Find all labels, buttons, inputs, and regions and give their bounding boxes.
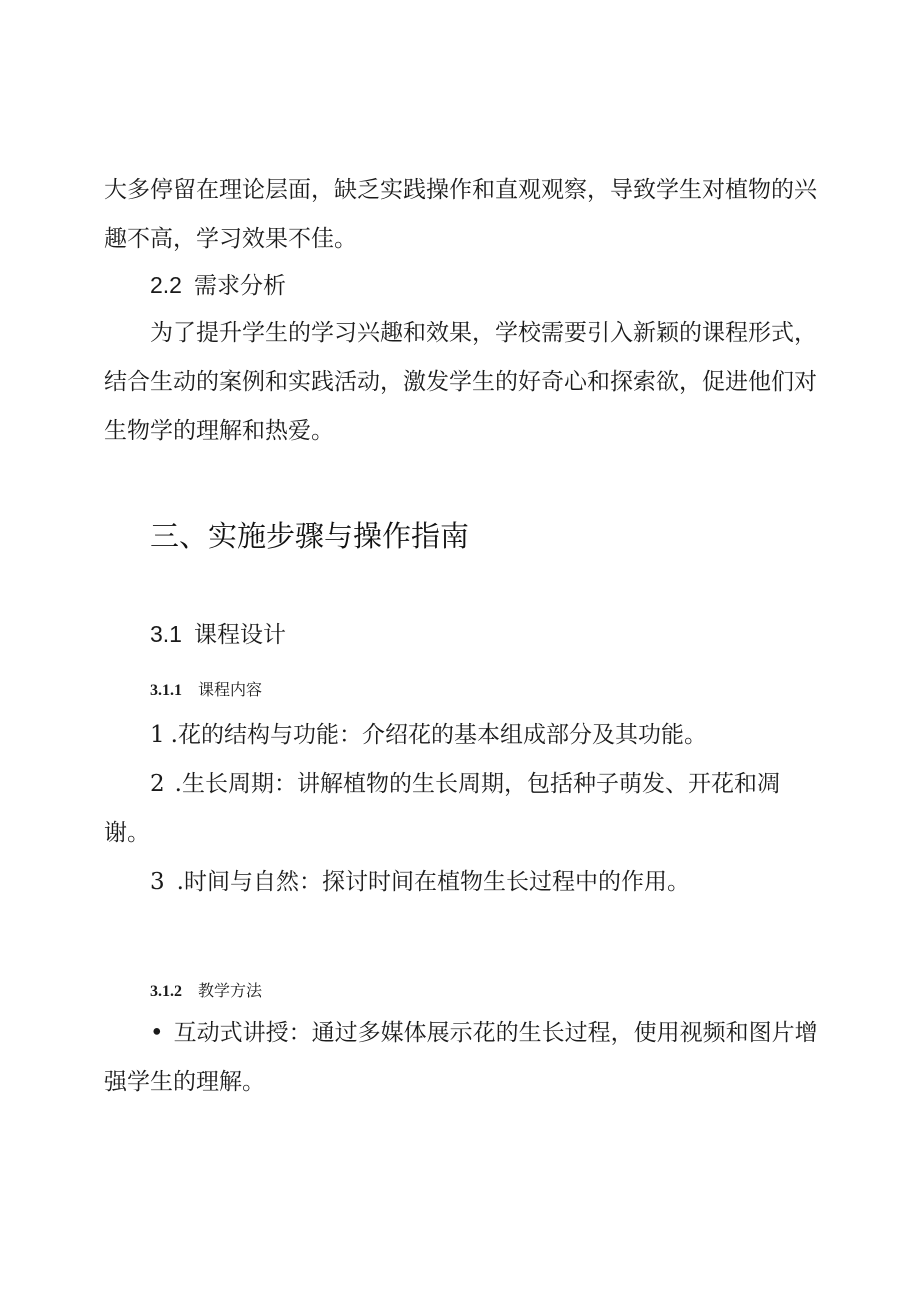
- paragraph-line: 生物学的理解和热爱。: [104, 418, 334, 444]
- bullet-item-text: 互动式讲授：通过多媒体展示花的生长过程，使用视频和图片增: [173, 1020, 818, 1046]
- list-marker: 2: [150, 771, 165, 797]
- paragraph-line: 大多停留在理论层面，缺乏实践操作和直观观察，导致学生对植物的兴: [104, 177, 817, 203]
- subsubsection-number: 3.1.2: [150, 983, 182, 1000]
- list-item-text: .花的结构与功能：介绍花的基本组成部分及其功能。: [170, 722, 707, 748]
- paragraph-line: 为了提升学生的学习兴趣和效果，学校需要引入新颖的课程形式，: [150, 320, 817, 346]
- subsubsection-number: 3.1.1: [150, 682, 182, 699]
- list-item-text: .生长周期：讲解植物的生长周期，包括种子萌发、开花和凋: [174, 771, 780, 797]
- bullet-icon: •: [150, 1020, 164, 1046]
- subsection-heading-2-2: [150, 270, 870, 301]
- list-marker: 3: [150, 869, 165, 895]
- bullet-item: [150, 1018, 870, 1048]
- subsubsection-title: 教学方法: [198, 981, 263, 1000]
- subsection-title: 需求分析: [193, 273, 286, 299]
- subsubsection-heading-3-1-1: [150, 679, 262, 702]
- list-item: [150, 769, 870, 799]
- subsubsection-title: 课程内容: [198, 680, 263, 699]
- paragraph-line: 趣不高，学习效果不佳。: [104, 226, 357, 252]
- subsection-title: 课程设计: [193, 622, 286, 648]
- subsection-number: 3.1: [150, 621, 182, 647]
- list-item-text: .时间与自然：探讨时间在植物生长过程中的作用。: [176, 869, 690, 895]
- paragraph-line: 结合生动的案例和实践活动，激发学生的好奇心和探索欲，促进他们对: [104, 369, 817, 395]
- list-marker: 1: [150, 722, 165, 748]
- list-item-continuation: 谢。: [104, 820, 150, 846]
- list-item: [150, 720, 870, 750]
- bullet-item-continuation: 强学生的理解。: [104, 1069, 265, 1095]
- subsection-number: 2.2: [150, 272, 182, 298]
- section-heading-3: 三、实施步骤与操作指南: [150, 519, 470, 553]
- subsection-heading-3-1: [150, 619, 870, 650]
- list-item: [150, 867, 870, 897]
- subsubsection-heading-3-1-2: [150, 980, 262, 1003]
